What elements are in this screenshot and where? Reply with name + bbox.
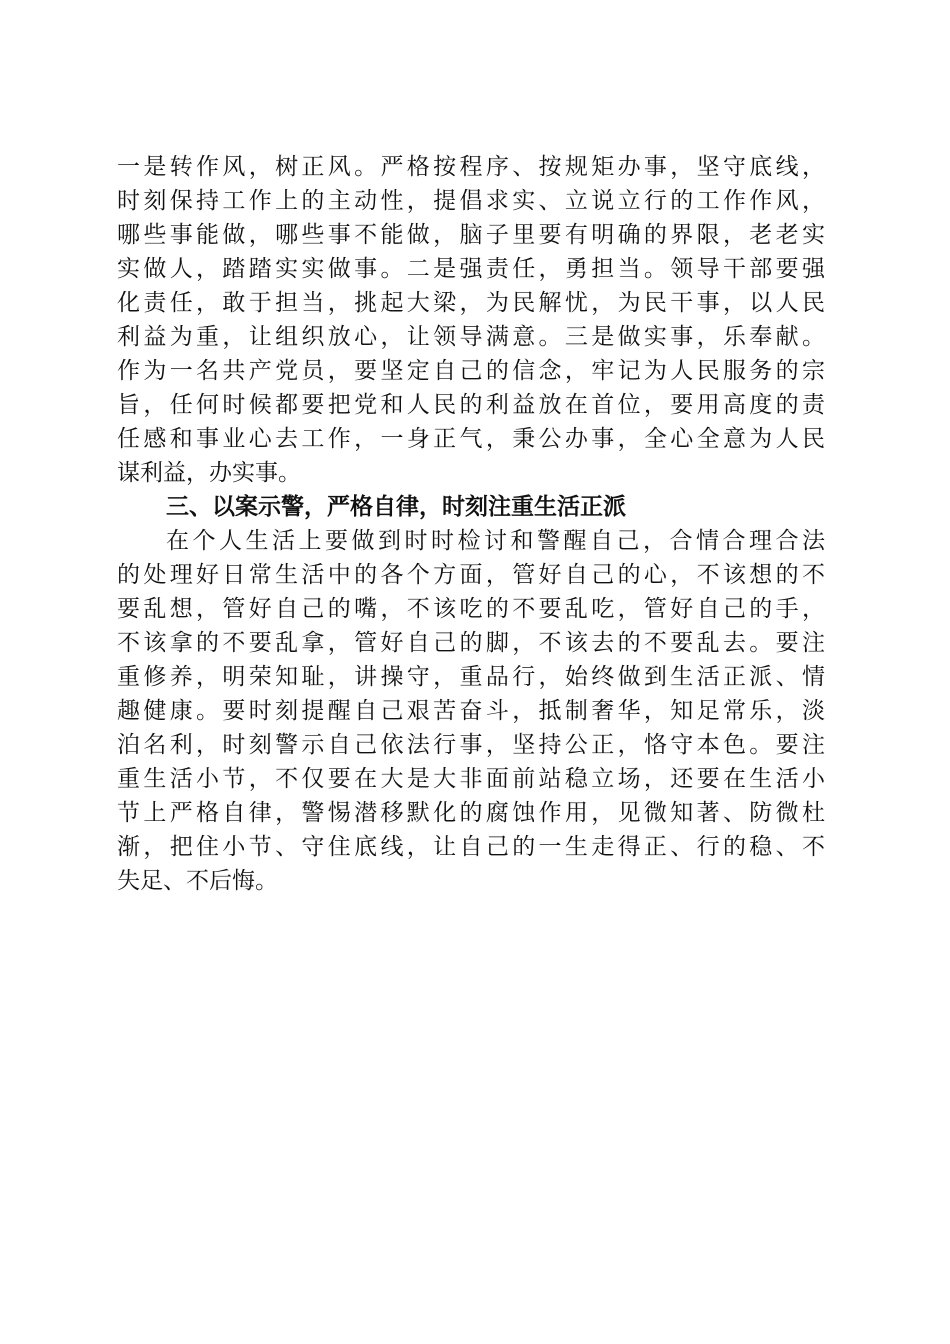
text-line: 旨，任何时候都要把党和人民的利益放在首位，要用高度的责 xyxy=(117,392,825,418)
text-line: 化责任，敢于担当，挑起大梁，为民解忧，为民干事，以人民 xyxy=(117,290,825,316)
paragraph-2 xyxy=(117,524,825,898)
text-line: 哪些事能做，哪些事不能做，脑子里要有明确的界限，老老实 xyxy=(117,222,825,248)
text-line: 时刻保持工作上的主动性，提倡求实、立说立行的工作作风， xyxy=(117,188,825,214)
text-line: 失足、不后悔。 xyxy=(117,868,278,894)
text-line: 一是转作风，树正风。严格按程序、按规矩办事，坚守底线， xyxy=(117,154,825,180)
text-line: 利益为重，让组织放心，让领导满意。三是做实事，乐奉献。 xyxy=(117,324,825,350)
text-line: 趣健康。要时刻提醒自己艰苦奋斗，抵制奢华，知足常乐，淡 xyxy=(117,698,825,724)
text-line: 重修养，明荣知耻，讲操守，重品行，始终做到生活正派、情 xyxy=(117,664,825,690)
document-body xyxy=(117,150,825,898)
text-line: 渐，把住小节、守住底线，让自己的一生走得正、行的稳、不 xyxy=(117,834,825,860)
text-line: 的处理好日常生活中的各个方面，管好自己的心，不该想的不 xyxy=(117,562,825,588)
text-line: 节上严格自律，警惕潜移默化的腐蚀作用，见微知著、防微杜 xyxy=(117,800,825,826)
section-heading: 三、以案示警，严格自律，时刻注重生活正派 xyxy=(166,494,626,520)
text-line: 谋利益，办实事。 xyxy=(117,460,301,486)
text-line: 要乱想，管好自己的嘴，不该吃的不要乱吃，管好自己的手， xyxy=(117,596,825,622)
text-line: 泊名利，时刻警示自己依法行事，坚持公正，恪守本色。要注 xyxy=(117,732,825,758)
text-line: 实做人，踏踏实实做事。二是强责任，勇担当。领导干部要强 xyxy=(117,256,825,282)
text-line: 任感和事业心去工作，一身正气，秉公办事，全心全意为人民 xyxy=(117,426,825,452)
text-line: 作为一名共产党员，要坚定自己的信念，牢记为人民服务的宗 xyxy=(117,358,825,384)
text-line: 重生活小节，不仅要在大是大非面前站稳立场，还要在生活小 xyxy=(117,766,825,792)
text-line: 不该拿的不要乱拿，管好自己的脚，不该去的不要乱去。要注 xyxy=(117,630,825,656)
text-line: 在个人生活上要做到时时检讨和警醒自己，合情合理合法 xyxy=(166,528,825,554)
paragraph-1 xyxy=(117,150,825,490)
